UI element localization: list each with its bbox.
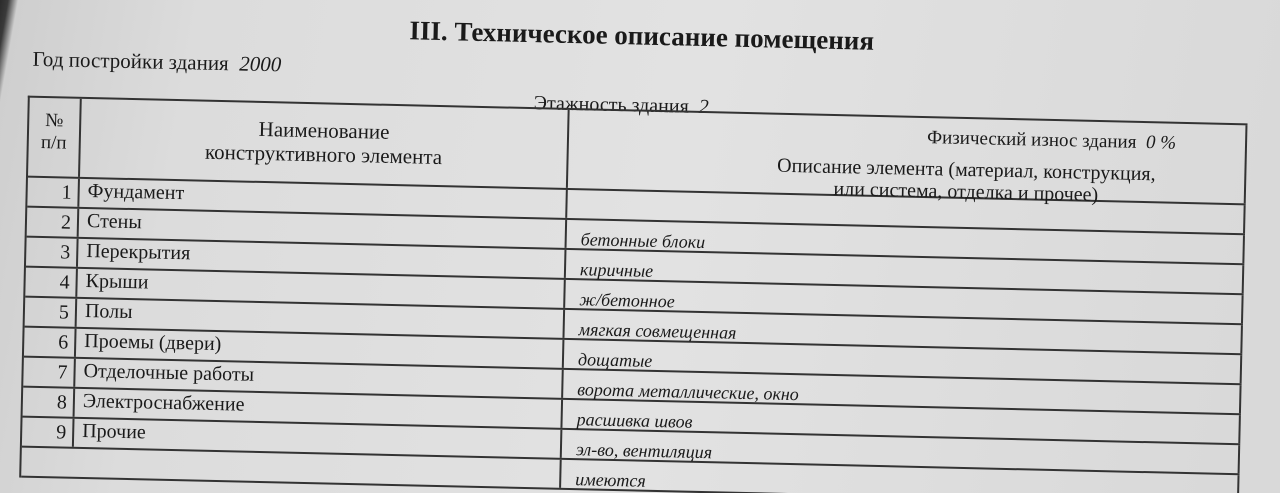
row-name: Отделочные работы xyxy=(75,359,564,398)
row-number: 9 xyxy=(22,418,75,447)
row-description: дощатые xyxy=(564,340,1242,383)
row-number: 8 xyxy=(23,388,76,417)
row-number: 1 xyxy=(27,178,80,207)
row-name: Крыши xyxy=(77,269,566,308)
wear-value: 0 % xyxy=(1145,132,1177,154)
header-number xyxy=(28,98,82,177)
row-description: бетонные блоки xyxy=(567,220,1245,263)
floors-label: Этажность здания xyxy=(533,92,690,118)
row-description: эл-во, вентиляция xyxy=(562,430,1240,473)
header-name xyxy=(80,99,570,188)
header-description-line1: Описание элемента (материал, конструкция, xyxy=(776,154,1156,186)
build-year-label: Год постройки здания xyxy=(32,46,230,76)
row-number: 7 xyxy=(23,358,76,387)
row-description: ворота металлические, окно xyxy=(563,370,1241,413)
row-description-extra: имеются xyxy=(561,460,1239,493)
row-name: Электроснабжение xyxy=(75,389,564,428)
row-name: Фундамент xyxy=(79,179,568,218)
elements-table xyxy=(19,96,1247,493)
row-name: Перекрытия xyxy=(78,239,567,278)
row-number: 3 xyxy=(26,238,79,267)
header-name-line1: Наименование xyxy=(258,116,390,144)
header-number-line2: п/п xyxy=(40,131,67,154)
header-name-line2: конструктивного элемента xyxy=(204,139,443,170)
row-description: киричные xyxy=(566,250,1244,293)
row-number-empty xyxy=(21,448,74,477)
row-number: 5 xyxy=(25,298,78,327)
row-name: Полы xyxy=(77,299,566,338)
row-description: мягкая совмещенная xyxy=(564,310,1242,353)
wear-label: Физический износ здания xyxy=(926,127,1137,153)
row-description: расшивка швов xyxy=(562,400,1240,443)
row-number: 6 xyxy=(24,328,77,357)
build-year-value: 2000 xyxy=(238,51,282,77)
row-number: 2 xyxy=(27,208,80,237)
row-name: Стены xyxy=(79,209,568,248)
row-number: 4 xyxy=(25,268,78,297)
header-description xyxy=(568,110,1248,206)
row-name: Проемы (двери) xyxy=(76,329,565,368)
row-description: ж/бетонное xyxy=(565,280,1243,323)
floors-value: 2 xyxy=(698,95,710,119)
section-title: III. Техническое описание помещения xyxy=(409,15,875,56)
header-number-line1: № xyxy=(44,110,64,132)
header-description-line2: или система, отделка и прочее) xyxy=(833,177,1099,206)
row-name: Прочие xyxy=(74,419,563,458)
build-year xyxy=(32,47,281,78)
